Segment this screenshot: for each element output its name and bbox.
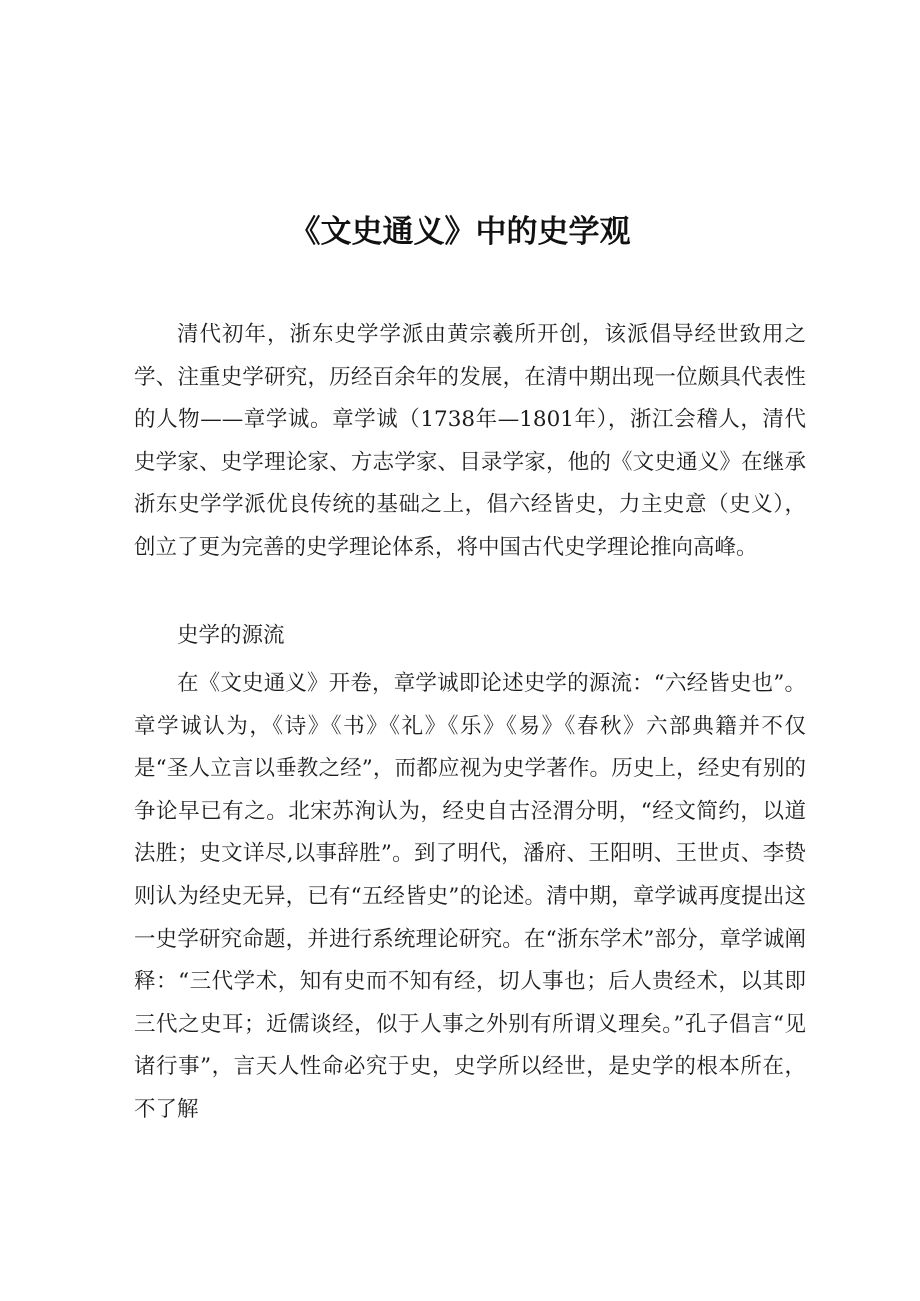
section-paragraph: 在《文史通义》开卷，章学诚即论述史学的源流：“六经皆史也”。章学诚认为，《诗》《书》《礼》《乐》《易》《春秋》六部典籍并不仅是“圣人立言以垂教之经”，而都应视为史学著作。历史上，经史有别的争论早已有之。北宋苏洵认为，经史自古泾渭分明，“经文简约，以道法胜；史文详尽,以事辞胜”。到了明代，潘府、王阳明、王世贞、李贽则认为经史无异，已有“五经皆史”的论述。清中期，章学诚再度提出这一史学研究命题，并进行系统理论研究。在“浙东学术”部分，章学诚阐释：“三代学术，知有史而不知有经，切人事也；后人贵经术，以其即三代之史耳；近儒谈经，似于人事之外别有所谓义理矣。”孔子倡言“见诸行事”，言天人性命必究于史，史学所以经世，是史学的根本所在，不了解 [134, 671, 806, 1122]
document-title: 《文史通义》中的史学观 [289, 214, 631, 250]
section-heading: 史学的源流 [177, 623, 285, 648]
intro-paragraph: 清代初年，浙东史学学派由黄宗羲所开创，该派倡导经世致用之学、注重史学研究，历经百余年的发展，在清中期出现一位颇具代表性的人物——章学诚。章学诚（1738年—1801年），浙江会稽人，清代史学家、史学理论家、方志学家、目录学家，他的《文史通义》在继承浙东史学学派优良传统的基础之上，倡六经皆史，力主史意（史义），创立了更为完善的史学理论体系，将中国古代史学理论推向高峰。 [134, 322, 806, 560]
